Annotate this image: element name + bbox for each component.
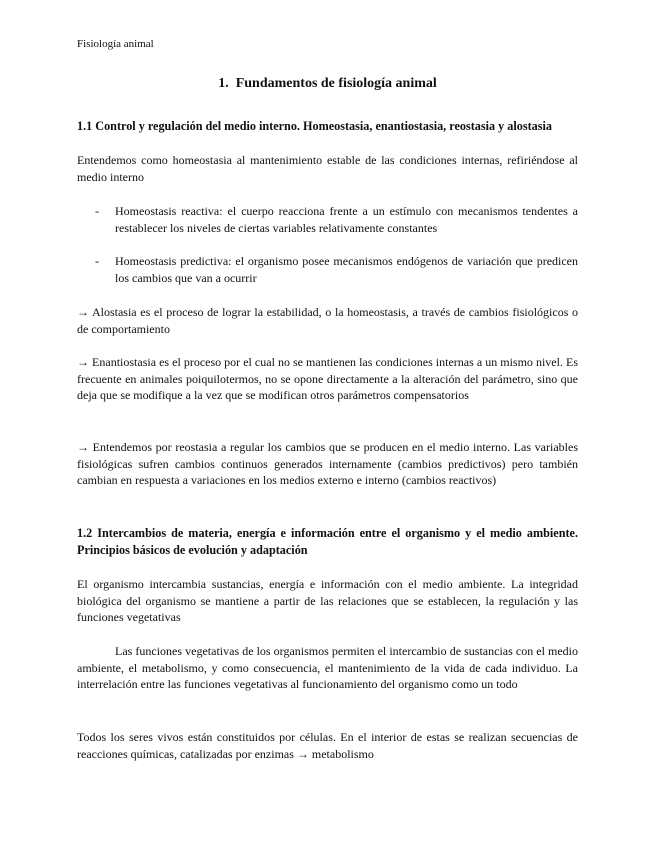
bullet-text: Homeostasis predictiva: el organismo posee mecanismos endógenos de variación que predicen los cambios que van a ocurrir <box>115 254 578 285</box>
paragraph-intercambio: El organismo intercambia sustancias, energía e información con el medio ambiente. La integridad biológica del organismo se mantiene a partir de las relaciones que se establecen, la regulación y las funciones vegetativas <box>77 577 578 624</box>
title-text: Fundamentos de fisiología animal <box>235 76 437 91</box>
bullet-text: Homeostasis reactiva: el cuerpo reacciona frente a un estímulo con mecanismos tendentes a restablecer los niveles de ciertas variables relativamente constantes <box>115 204 578 235</box>
page-title <box>0 76 655 92</box>
paragraph-alostasia: → Alostasia es el proceso de lograr la estabilidad, o la homeostasis, a través de cambios fisiológicos o de comportamiento <box>77 305 578 336</box>
section-heading-1-1: 1.1 Control y regulación del medio interno. Homeostasia, enantiostasia, reostasia y alostasia <box>77 119 552 133</box>
paragraph-metabolismo: Todos los seres vivos están constituidos por células. En el interior de estas se realizan secuencias de reacciones químicas, catalizadas por enzimas → metabolismo <box>77 730 578 761</box>
bullet-dash: - <box>95 204 99 218</box>
list-item <box>95 203 578 236</box>
running-header: Fisiología animal <box>77 38 154 50</box>
section-heading-1-2: 1.2 Intercambios de materia, energía e información entre el organismo y el medio ambiente. Principios básicos de evolución y adaptación <box>77 526 578 557</box>
title-number: 1. <box>218 76 229 91</box>
paragraph-enantiostasia: → Enantiostasia es el proceso por el cual no se mantienen las condiciones internas a un mismo nivel. Es frecuente en animales poiquilotermos, no se opone directamente a la alteración del parámetro, sino que deja que se modifique a la vez que se modifican otros parámetros compensatorios <box>77 355 578 402</box>
bullet-dash: - <box>95 254 99 268</box>
paragraph-funciones-vegetativas: Las funciones vegetativas de los organismos permiten el intercambio de sustancias con el medio ambiente, el metabolismo, y como consecuencia, el mantenimiento de la vida de cada individuo. La interrelación entre las funciones vegetativas al funcionamiento del organismo como un todo <box>77 644 578 691</box>
list-item <box>95 253 578 286</box>
paragraph-homeostasia: Entendemos como homeostasia al mantenimiento estable de las condiciones internas, refiriéndose al medio interno <box>77 153 578 184</box>
paragraph-reostasia: → Entendemos por reostasia a regular los cambios que se producen en el medio interno. Las variables fisiológicas sufren cambios continuos generados internamente (cambios predictivos) pero también cambian en respuesta a variaciones en los medios externo e interno (cambios reactivos) <box>77 440 578 487</box>
